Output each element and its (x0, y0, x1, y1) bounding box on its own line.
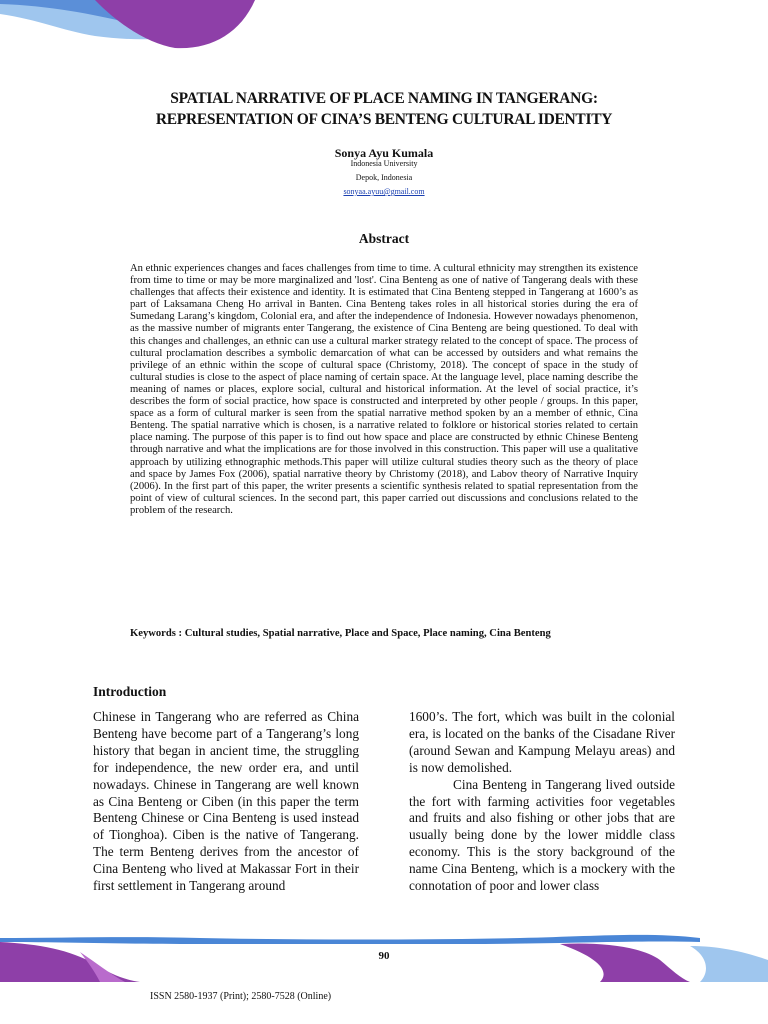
issn-line: ISSN 2580-1937 (Print); 2580-7528 (Online) (150, 991, 332, 1002)
abstract-text: An ethnic experiences changes and faces challenges from time to time. A cultural ethnicity may strengthen its existence from time to time or may be more marginalized and 'lost'. Cina Benteng as one of native of Tangerang deals with these challenges that affects their existence and identity. It is estimated that Cina Benteng stepped in Tangerang at 1600’s as part of Laksamana Cheng Ho arrival in Banten. Cina Benteng takes roles in all historical stories during the era of Sumedang Larang’s kingdom, Colonial era, and after the independence of Indonesia. However nowadays phenomenon, as the massive number of migrants enter Tangerang, the existence of Cina Benteng are being questioned. To deal with this changes and challenges, an ethnic can use a cultural marker strategy related to the concept of space. The process of cultural proclamation describes a symbolic demarcation of what can be accessed by outsiders and what remains the privilege of an ethnic within the scope of cultural space (Christomy, 2018). The concept of space in the study of cultural studies is close to the aspect of place naming of certain space. At the language level, place naming describe the meaning of names or places, explore social, cultural and historical information. At the level of social practice, it’s describes the form of social practice, how space is constructed and interpreted by other people / groups. In this paper, space as a form of cultural marker is seen from the spatial narrative method spoken by an a member of ethnic, Cina Benteng. The spatial narrative which is chosen, is a narrative related to folklore or historical stories related to certain place naming. The purpose of this paper is to find out how space and place are constructed by ethnic Chinese Benteng through narrative and what the implications are for those involved in this construction. This paper will use a qualitative approach by utilizing ethnographic methods.This paper will utilize cultural studies theory such as the theory of place and space by James Fox (2006), spatial narrative theory by Christomy (2018), and Labov theory of Narrative Inquiry (2006). In the first part of this paper, the writer presents a scientific synthesis related to spatial representation from the point of view of cultural sciences. In the second part, this paper carried out discussions and conclusions related to the problem of the research. (130, 263, 638, 516)
author-name: Sonya Ayu Kumala (334, 146, 434, 160)
introduction-paragraph: Cina Benteng in Tangerang lived outside the fort with farming activities foor vegetables and fruits and also fishing or other jobs that are usually being done by the lower middle class economy. This is the story background of the name Cina Benteng, which is a mockery with the connotation of poor and lower class (409, 776, 675, 894)
page-number: 90 (378, 950, 390, 962)
abstract-heading: Abstract (358, 231, 410, 246)
introduction-left-column (93, 709, 359, 895)
keywords-line: Keywords : Cultural studies, Spatial narrative, Place and Space, Place naming, Cina Benteng (130, 628, 551, 639)
author-location: Depok, Indonesia (355, 173, 413, 182)
author-email-link[interactable]: sonyaa.ayuu@gmail.com (343, 187, 425, 196)
author-affiliation: Indonesia University (350, 159, 418, 168)
title-line-1: SPATIAL NARRATIVE OF PLACE NAMING IN TANGERANG: (170, 90, 598, 107)
top-wave-decoration (0, 0, 768, 60)
introduction-paragraph: Chinese in Tangerang who are referred as China Benteng have become part of a Tangerang’s long history that began in ancient time, the struggling for independence, the new order era, and until nowadays. Chinese in Tangerang are well known as Cina Benteng or Ciben (in this paper the term Benteng Chinese or Cina Benteng is used instead of Tionghoa). Ciben is the native of Tangerang. The term Benteng derives from the ancestor of Cina Benteng who lived at Makassar Fort in their first settlement in Tangerang around (93, 709, 359, 894)
introduction-paragraph-continued: 1600’s. The fort, which was built in the colonial era, is located on the banks of the Cisadane River (around Sewan and Kampung Melayu areas) and is now demolished. (409, 709, 675, 775)
introduction-heading: Introduction (93, 684, 167, 699)
introduction-right-column (409, 709, 675, 895)
paper-title (0, 88, 768, 130)
title-line-2: REPRESENTATION OF CINA’S BENTENG CULTURAL IDENTITY (155, 111, 613, 128)
